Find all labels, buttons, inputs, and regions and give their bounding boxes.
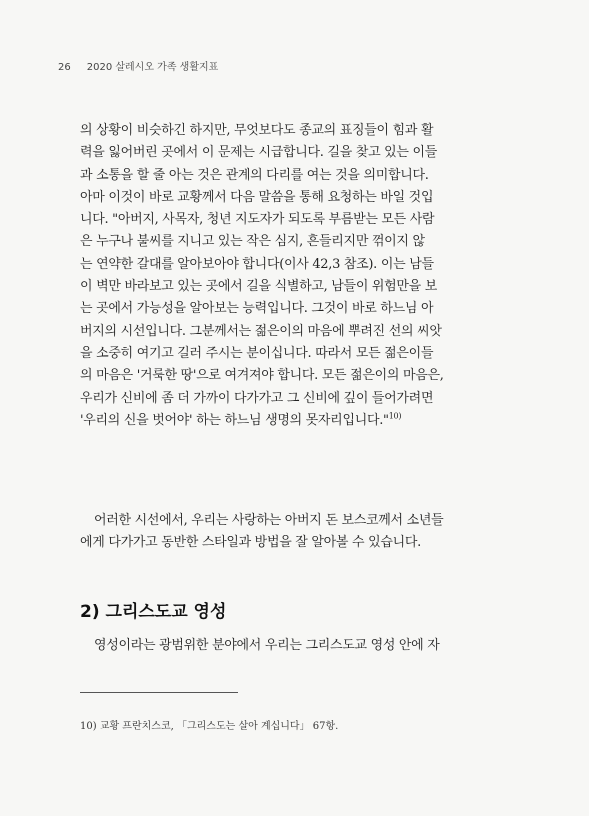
- paragraph-line: 어러한 시선에서, 우리는 사랑하는 아버지 돈 보스코께서 소년들: [94, 513, 444, 528]
- paragraph-1: [80, 120, 508, 432]
- paragraph-line: 는 곳에서 가능성을 알아보는 능력입니다. 그것이 바로 하느님 아: [80, 301, 434, 317]
- paragraph-2: [80, 510, 508, 555]
- page-number: 26: [58, 62, 71, 73]
- paragraph-line: 영성이라는 광범위한 분야에서 우리는 그리스도교 영성 안에 자: [94, 638, 440, 653]
- paragraph-3: [80, 635, 508, 657]
- running-header: [58, 58, 218, 73]
- section-heading: 2) 그리스도교 영성: [80, 602, 227, 622]
- paragraph-line: 니다. "아버지, 사목자, 청년 지도자가 되도록 부름받는 모든 사람: [80, 212, 435, 228]
- footnote-reference: 10): [388, 411, 402, 421]
- paragraph-line: 은 누구나 불씨를 지니고 있는 작은 심지, 흔들리지만 꺾이지 않: [80, 234, 425, 250]
- paragraph-line: 는 연약한 갈대를 알아보아야 합니다(이사 42,3 참조). 이는 남들: [80, 256, 434, 272]
- footnote: 10) 교황 프란치스코, 「그리스도는 살아 계십니다」 67항.: [80, 721, 339, 732]
- paragraph-line: 버지의 시선입니다. 그분께서는 젊은이의 마음에 뿌려진 선의 씨앗: [80, 323, 442, 339]
- paragraph-line: 을 소중히 여기고 길러 주시는 분이십니다. 따라서 모든 젊은이들: [80, 345, 434, 361]
- running-title: 2020 살레시오 가족 생활지표: [86, 62, 219, 73]
- footnote-divider: [80, 692, 238, 693]
- paragraph-line: 우리가 신비에 좀 더 가까이 다가가고 그 신비에 깊이 들어가려면: [80, 390, 434, 406]
- paragraph-line: 의 상황이 비슷하긴 하지만, 무엇보다도 종교의 표징들이 힘과 활: [80, 123, 434, 138]
- paragraph-line: 의 마음은 '거룩한 땅'으로 여겨져야 합니다. 모든 젊은이의 마음은,: [80, 368, 444, 384]
- paragraph-line: 과 소통을 할 줄 아는 것은 관계의 다리를 여는 것을 의미합니다.: [80, 167, 429, 183]
- paragraph-line: 아마 이것이 바로 교황께서 다음 말씀을 통해 요청하는 바일 것입: [80, 189, 434, 205]
- paragraph-line: 이 벽만 바라보고 있는 곳에서 길을 식별하고, 남들이 위험만을 보: [80, 279, 438, 295]
- paragraph-line: 력을 잃어버린 곳에서 이 문제는 시급합니다. 길을 찾고 있는 이들: [80, 145, 438, 161]
- paragraph-line-text: '우리의 신을 벗어야' 하는 하느님 생명의 못자리입니다.": [80, 412, 389, 428]
- paragraph-line: 에게 다가가고 동반한 스타일과 방법을 잘 알아볼 수 있습니다.: [80, 535, 421, 551]
- paragraph-line-last: [80, 410, 508, 432]
